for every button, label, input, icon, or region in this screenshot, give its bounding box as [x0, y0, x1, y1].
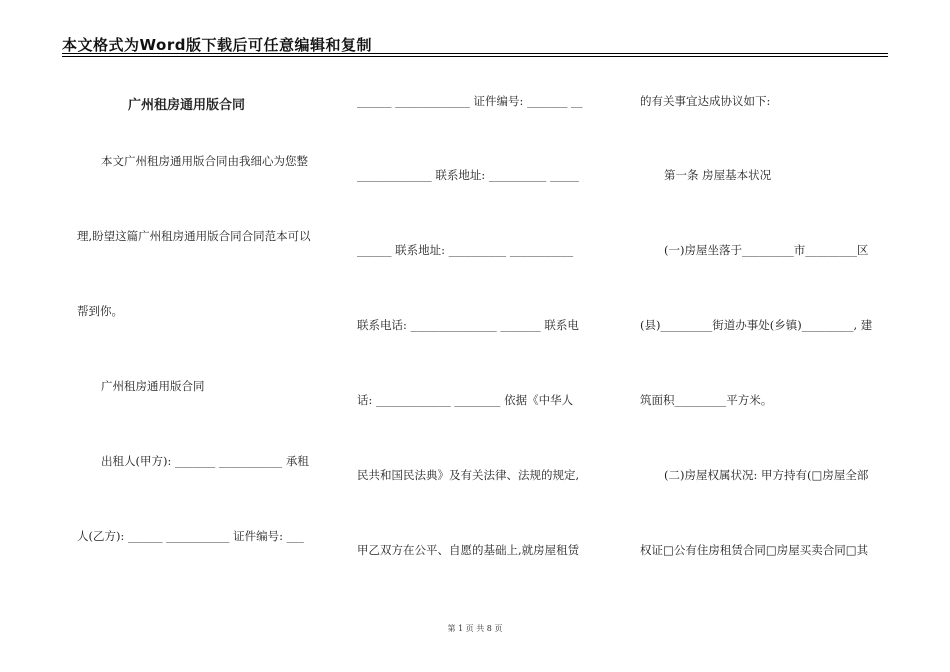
col1-line-6: 人(乙方): ______ ___________ 证件编号: ___ — [77, 529, 304, 543]
col2-line-4: 联系电话: _______________ _______ 联系电 — [357, 318, 579, 332]
col1-line-2: 理,盼望这篇广州租房通用版合同合同范本可以 — [77, 229, 311, 243]
col3-line-1: 的有关事宜达成协议如下: — [640, 94, 771, 108]
col3-line-7: 权证□公有住房租赁合同□房屋买卖合同□其 — [640, 543, 869, 557]
document-title: 广州租房通用版合同 — [128, 98, 246, 113]
download-banner: 本文格式为Word版下载后可任意编辑和复制 — [62, 36, 372, 54]
col1-line-3: 帮到你。 — [77, 304, 123, 318]
col1-line-1: 本文广州租房通用版合同由我细心为您整 — [101, 154, 308, 168]
col2-line-3: ______ 联系地址: __________ ___________ — [357, 243, 574, 257]
header-rule — [62, 53, 888, 54]
col3-line-3: (一)房屋坐落于_________市_________区 — [664, 243, 869, 257]
col2-line-6: 民共和国民法典》及有关法律、法规的规定, — [357, 468, 580, 482]
col3-line-5: 筑面积_________平方米。 — [640, 393, 773, 407]
col2-line-5: 话: _____________ ________ 依据《中华人 — [357, 393, 574, 407]
header-rule-thin — [62, 56, 888, 57]
col2-line-7: 甲乙双方在公平、自愿的基础上,就房屋租赁 — [357, 543, 580, 557]
col3-line-2: 第一条 房屋基本状况 — [664, 168, 772, 182]
col3-line-6: (二)房屋权属状况: 甲方持有(□房屋全部 — [664, 468, 869, 482]
col1-line-5: 出租人(甲方): _______ ___________ 承租 — [101, 454, 309, 468]
page-number: 第 1 页 共 8 页 — [447, 624, 503, 633]
col2-line-1: ______ _____________ 证件编号: _______ __ — [357, 94, 583, 108]
col1-line-4: 广州租房通用版合同 — [101, 379, 205, 393]
col2-line-2: _____________ 联系地址: __________ _____ — [357, 168, 579, 182]
col3-line-4: (县)_________街道办事处(乡镇)_________, 建 — [640, 318, 873, 332]
